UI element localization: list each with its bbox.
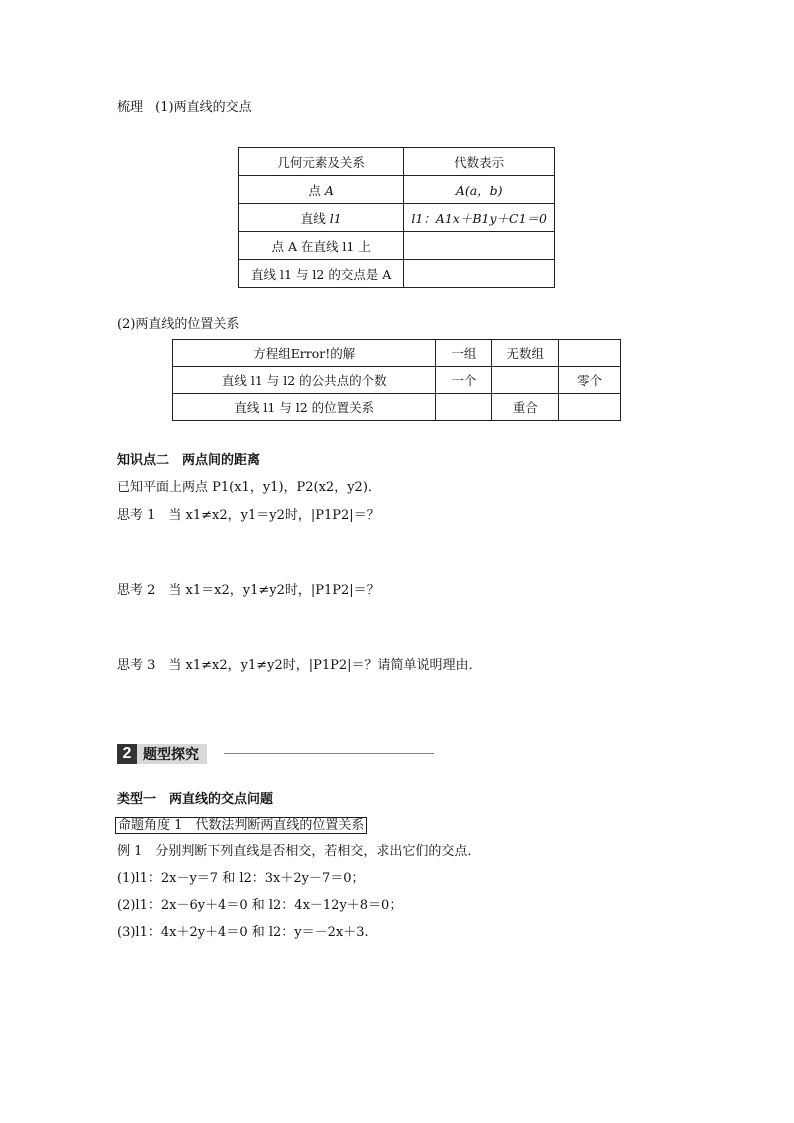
table2-cell: 一组: [436, 340, 492, 367]
think-3: 思考 3 当 x1≠x2，y1≠y2时，|P1P2|＝？请简单说明理由．: [117, 658, 482, 673]
table-row: [173, 367, 621, 394]
table-row: [173, 394, 621, 421]
example-item-2: (2)l1：2x－6y＋4＝0 和 l2：4x－12y＋8＝0；: [117, 898, 403, 913]
think-2: 思考 2 当 x1＝x2，y1≠y2时，|P1P2|＝？: [117, 583, 380, 598]
table2-cell: 一个: [436, 367, 492, 394]
table2-cell: [559, 340, 621, 367]
table1-cell: l1：A1x＋B1y＋C1＝0: [404, 204, 555, 232]
table1-cell-empty: [404, 232, 555, 260]
proposition-angle-1-text: 命题角度 1 代数法判断两直线的位置关系: [115, 817, 367, 834]
knowledge-point-2: 知识点二 两点间的距离: [117, 453, 261, 468]
table2-cell: 直线 l1 与 l2 的位置关系: [173, 394, 436, 421]
table1-cell: 直线 l1: [239, 204, 404, 232]
table-row: [239, 260, 555, 288]
label-shuli: 梳理: [117, 100, 144, 115]
table-row: [239, 232, 555, 260]
section-number: 2: [117, 744, 137, 764]
example-item-3: (3)l1：4x＋2y＋4＝0 和 l2：y＝－2x＋3.: [117, 925, 369, 940]
table2-cell: 无数组: [492, 340, 559, 367]
section-divider: [224, 753, 434, 754]
section-title: 题型探究: [137, 744, 207, 764]
table2-cell: [559, 394, 621, 421]
table2-cell: [492, 367, 559, 394]
table-row: [239, 204, 555, 232]
table-row: [239, 176, 555, 204]
table2-cell: [436, 394, 492, 421]
proposition-angle-1: [115, 814, 367, 833]
table-row: [173, 340, 621, 367]
table1-header-alg: 代数表示: [404, 148, 555, 176]
table2-cell: 方程组Error!的解: [173, 340, 436, 367]
position-relation-table: [172, 339, 621, 421]
table-row: [239, 148, 555, 176]
table1-cell: A(a，b): [404, 176, 555, 204]
table1-cell: 直线 l1 与 l2 的交点是 A: [239, 260, 404, 288]
table1-cell: 点 A: [239, 176, 404, 204]
section-header: [117, 744, 207, 764]
table1-cell: 点 A 在直线 l1 上: [239, 232, 404, 260]
intersection-table: [238, 147, 555, 288]
table2-cell: 直线 l1 与 l2 的公共点的个数: [173, 367, 436, 394]
heading-intersection: [117, 96, 252, 115]
type-1-heading: 类型一 两直线的交点问题: [117, 792, 274, 807]
table2-cell: 零个: [559, 367, 621, 394]
think-1: 思考 1 当 x1≠x2，y1＝y2时，|P1P2|＝？: [117, 508, 380, 523]
given-points: 已知平面上两点 P1(x1，y1)，P2(x2，y2)．: [117, 480, 381, 495]
example-1: 例 1 分别判断下列直线是否相交，若相交，求出它们的交点．: [117, 844, 481, 859]
heading-intersection-text: (1)两直线的交点: [155, 100, 252, 115]
table2-cell: 重合: [492, 394, 559, 421]
table1-header-geo: 几何元素及关系: [239, 148, 404, 176]
table1-cell-empty: [404, 260, 555, 288]
example-item-1: (1)l1：2x－y＝7 和 l2：3x＋2y－7＝0；: [117, 871, 365, 886]
heading-position-relation: (2)两直线的位置关系: [117, 317, 240, 332]
